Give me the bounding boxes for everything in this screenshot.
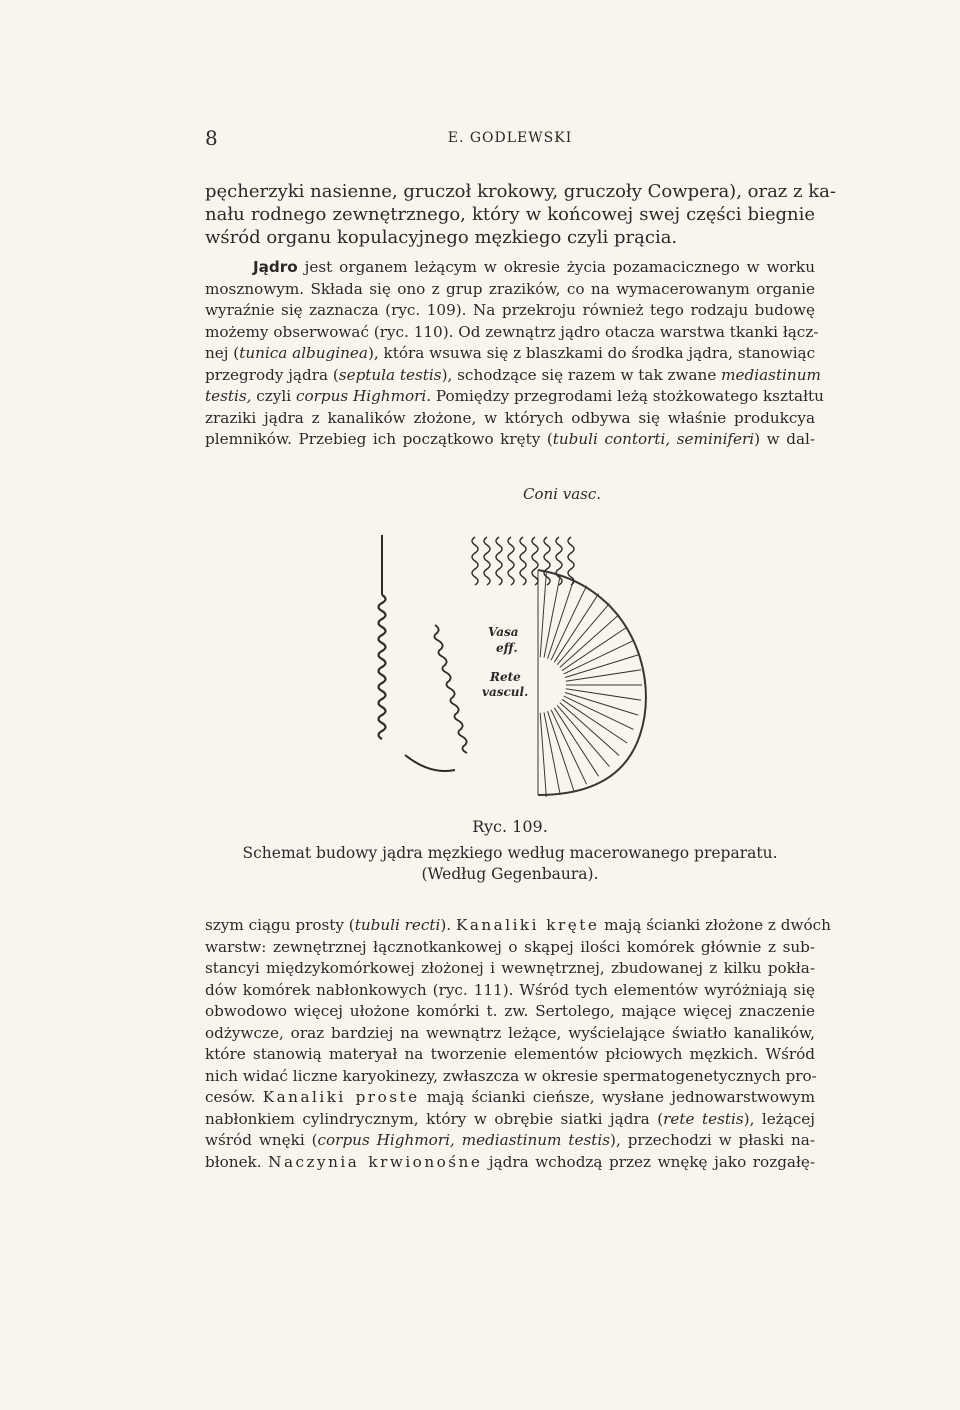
latin-term: mediastinum: [721, 365, 821, 384]
text-line: które stanowią materyał na tworzenie elementów płciowych męzkich. Wśród: [205, 1045, 815, 1063]
spaced-term: Naczynia krwionośne: [268, 1152, 483, 1171]
text-line: nej (tunica albuginea), która wsuwa się z blaszkami do środka jądra, stanowiąc: [205, 344, 816, 362]
latin-term: testis,: [205, 387, 252, 405]
text-line: odżywcze, oraz bardziej na wewnątrz leżące, wyścielające światło kanalików,: [205, 1023, 815, 1042]
spaced-term: Kanaliki kręte: [455, 916, 600, 934]
page-header: [205, 126, 815, 150]
figure-caption: [205, 843, 815, 885]
term-jadro: Jądro: [253, 258, 298, 276]
figure-label-rete: Rete: [490, 670, 521, 684]
paragraph-1: [205, 180, 836, 250]
figure-label-eff: eff.: [496, 641, 518, 655]
latin-term: corpus Highmori, mediastinum testis: [317, 1131, 611, 1149]
text-line: nału rodnego zewnętrznego, który w końcowej swej części biegnie: [205, 204, 815, 226]
text-line: testis, czyli corpus Highmori. Pomiędzy przegrodami leżą stożkowatego kształtu: [205, 387, 824, 405]
text-line: błonek. Naczynia krwionośne jądra wchodzą przez wnękę jako rozgałę-: [205, 1152, 816, 1171]
text-line: możemy obserwować (ryc. 110). Od zewnątrz jądro otacza warstwa tkanki łącz-: [205, 322, 819, 341]
testis-illustration: [360, 475, 680, 820]
text-line: pęcherzyki nasienne, gruczoł krokowy, gruczoły Cowpera), oraz z ka-: [205, 181, 836, 202]
latin-term: septula testis: [338, 365, 442, 384]
figure-label-vascul: vascul.: [482, 685, 529, 699]
latin-term: tubuli recti: [354, 916, 441, 934]
latin-term: tubuli contorti, seminiferi: [552, 430, 755, 448]
text-line: wyraźnie się zaznacza (ryc. 109). Na przekroju również tego rodzaju budowę: [205, 301, 815, 319]
text-line: dów komórek nabłonkowych (ryc. 111). Wśród tych elementów wyróżniają się: [205, 980, 815, 999]
running-head: E. GODLEWSKI: [447, 130, 573, 146]
figure-number: Ryc. 109.: [472, 817, 548, 836]
text-line: warstw: zewnętrznej łącznotkankowej o skąpej ilości komórek głównie z sub-: [205, 937, 815, 956]
latin-term: corpus Highmori: [295, 387, 427, 405]
text-line: nich widać liczne karyokinezy, zwłaszcza w okresie spermatogenetycznych pro-: [205, 1066, 817, 1085]
text-line: szym ciągu prosty (tubuli recti). Kanaliki kręte mają ścianki złożone z dwóch: [205, 916, 831, 934]
caption-line: (Według Gegenbaura).: [421, 865, 599, 883]
text-line: wśród wnęki (corpus Highmori, mediastinum testis), przechodzi w płaski na-: [205, 1131, 815, 1149]
paragraph-2: [205, 257, 824, 451]
figure-testis-schematic: [360, 475, 680, 820]
text-line: stancyi międzykomórkowej złożonej i wewnętrznej, zbudowanej z kilku pokła-: [205, 959, 815, 977]
text-line: zraziki jądra z kanalików złożone, w których odbywa się właśnie produkcya: [205, 408, 815, 427]
text-line: plemników. Przebieg ich początkowo kręty (tubuli contorti, seminiferi) w dal-: [205, 430, 815, 448]
text-line: cesów. Kanaliki proste mają ścianki cieńsze, wysłane jednowarstwowym: [205, 1088, 815, 1106]
spaced-term: Kanaliki proste: [262, 1088, 420, 1106]
caption-line: Schemat budowy jądra męzkiego według macerowanego preparatu.: [242, 844, 778, 862]
text-line: nabłonkiem cylindrycznym, który w obrębie siatki jądra (rete testis), leżącej: [205, 1109, 815, 1128]
text-line: przegrody jądra (septula testis), schodzące się razem w tak zwane mediastinum: [205, 365, 821, 384]
text-line: Jądro jest organem leżącym w okresie życia pozamacicznego w worku: [253, 258, 815, 276]
page-number: 8: [205, 126, 218, 150]
text-line: mosznowym. Składa się ono z grup zrazików, co na wymacerowanym organie: [205, 279, 815, 298]
text-line: obwodowo więcej ułożone komórki t. zw. Sertolego, mające więcej znaczenie: [205, 1002, 815, 1020]
paragraph-3: [205, 915, 831, 1173]
figure-label-coni-vasc: Coni vasc.: [523, 485, 602, 503]
figure-label-vasa: Vasa: [488, 625, 519, 639]
latin-term: rete testis: [663, 1109, 744, 1128]
text-line: wśród organu kopulacyjnego męzkiego czyli prącia.: [205, 227, 678, 249]
latin-term: tunica albuginea: [239, 344, 368, 362]
